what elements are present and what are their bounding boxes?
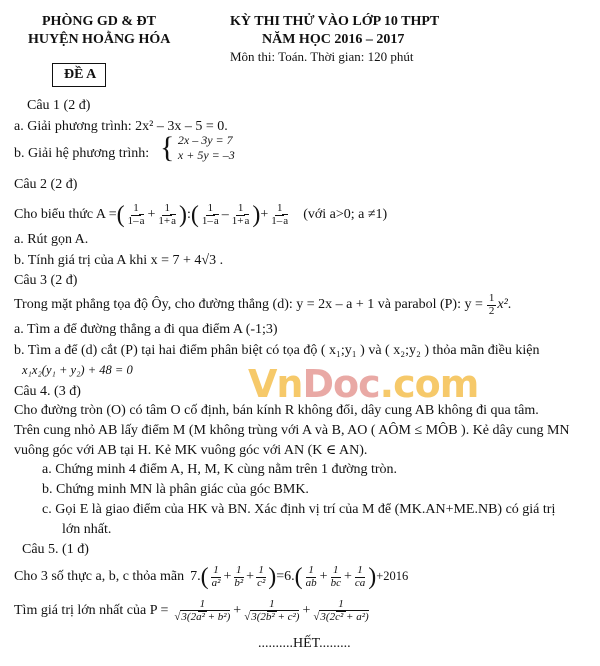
q4-line2: Trên cung nhỏ AB lấy điểm M (M không trùng với A và B, AO ( AÔM ≤ MÔB ). Kẻ dây cung MN: [14, 423, 570, 438]
school-year: NĂM HỌC 2016 – 2017: [262, 32, 405, 47]
q4-c-line2: lớn nhất.: [62, 522, 112, 537]
q4-line3: vuông góc với AB tại H. Kẻ MK vuông góc với AN (K ∈ AN).: [14, 443, 368, 458]
district-name: HUYỆN HOẰNG HÓA: [28, 32, 171, 47]
q4-title: Câu 4. (3 đ): [14, 384, 81, 399]
end-marker: ..........HẾT.........: [258, 636, 351, 651]
q5-find-line: Tìm giá trị lớn nhất của P = $\frac{1}{\text{√3(2a² + b²)}}$ + $\frac{1}{\text{√3(2b² + c²)}}$ + $\frac{1}{\text{√3(2c² + a²)}}$: [14, 597, 369, 623]
q2-b: b. Tính giá trị của A khi x = 7 + 4√3 .: [14, 253, 224, 268]
q4-c-line1: c. Gọi E là giao điểm của HK và BN. Xác định vị trí của M để (MK.AN+ME.NB) có giá trị: [42, 502, 556, 517]
q1-system: { 2x – 3y = 7 x + 5y = –3: [160, 131, 235, 164]
q5-condition-line: Cho 3 số thực a, b, c thỏa mãn 7. ( $\frac{1}{\text{a²}}$ + $\frac{1}{\text{b²}}$ + $\frac{1}{\text{c²}}$ ) =6. ( $\frac{1}{ab}$ + $\frac{1}{bc}$ + $\frac{1}{ca}$ ) +2016: [14, 563, 409, 590]
q3-b-condition: x₁x₂(y₁ + y₂) + 48 = 0: [22, 363, 133, 377]
exam-code: ĐỀ A: [64, 67, 97, 82]
q4-line1: Cho đường tròn (O) có tâm O cố định, bán kính R không đổi, dây cung AB không đi qua tâm.: [14, 403, 539, 418]
subject-time: Môn thi: Toán. Thời gian: 120 phút: [230, 49, 414, 64]
vndoc-watermark: VnDoc.com: [248, 362, 479, 406]
q2-a: a. Rút gọn A.: [14, 232, 89, 247]
q1-title: Câu 1 (2 đ): [27, 98, 91, 113]
q2-condition: (với a>0; a ≠1): [303, 207, 388, 223]
q2-expression: Cho biểu thức A = ( $\frac{1}{1-a}$ + $\frac{1}{1+a}$ ) : ( $\frac{1}{1-a}$ – $\frac{1}{1+a}$ ) + $\frac{1}{1-a}$ (với a>0; a ≠1): [14, 201, 388, 228]
q4-a: a. Chứng minh 4 điểm A, H, M, K cùng nằm trên 1 đường tròn.: [42, 462, 398, 477]
q2-intro: Cho biểu thức A =: [14, 207, 117, 223]
q3-b: b. Tìm a để (d) cắt (P) tại hai điểm phân biệt có tọa độ ( x₁;y₁ ) và ( x₂;y₂ ) thỏa mãn điều kiện: [14, 343, 540, 358]
q3-intro: Trong mặt phẳng tọa độ Ôy, cho đường thẳng (d): y = 2x – a + 1 và parabol (P): y =: [14, 297, 483, 313]
q1-eq2: x + 5y = –3: [177, 148, 235, 162]
q3-title: Câu 3 (2 đ): [14, 273, 78, 288]
q1-b-label: b. Giải hệ phương trình:: [14, 146, 150, 161]
department-name: PHÒNG GD & ĐT: [42, 14, 156, 29]
q1-eq1: 2x – 3y = 7: [177, 133, 233, 147]
exam-title: KỲ THI THỬ VÀO LỚP 10 THPT: [230, 14, 440, 29]
q4-b: b. Chứng minh MN là phân giác của góc BMK.: [42, 482, 309, 497]
q5-find: Tìm giá trị lớn nhất của P =: [14, 603, 169, 619]
q5-intro: Cho 3 số thực a, b, c thỏa mãn: [14, 569, 185, 585]
q1-a: a. Giải phương trình: 2x² – 3x – 5 = 0.: [14, 119, 228, 134]
q3-intro-line: Trong mặt phẳng tọa độ Ôy, cho đường thẳng (d): y = 2x – a + 1 và parabol (P): y = $\frac{1}{2}$ x² .: [14, 291, 512, 317]
q3-a: a. Tìm a để đường thẳng a đi qua điểm A (-1;3): [14, 322, 278, 337]
q2-title: Câu 2 (2 đ): [14, 177, 78, 192]
q5-title: Câu 5. (1 đ): [22, 542, 89, 557]
